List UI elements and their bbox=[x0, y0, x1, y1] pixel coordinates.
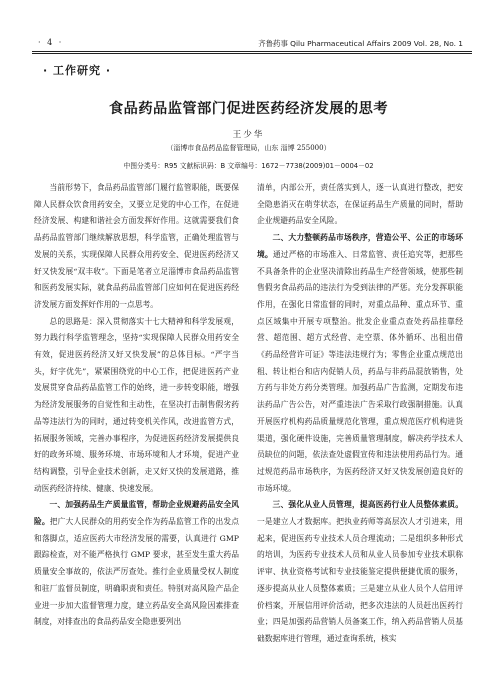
paragraph: 总的思路是：深入贯彻落实十七大精神和科学发展观，努力践行科学监管理念，坚持“实现保障人民群众用药安全有效，促进医药经济又好又快发展”的总体目标。“严字当头，好字优先”，紧紧围绕党的中心工作，把促进医药产业发展贯穿食品药品监管工作的始终，进一步转变职能，增强为经济发展服务的自觉性和主动性，在坚决打击制售假劣药品等违法行为的同时，通过转变机关作风，改进监管方式，拓展服务领域，完善办事程序，为促进医药经济发展提供良好的政务环境、服务环境、市场环境和人才环境，促进产业结构调整，引导企业技术创新，走又好又快的发展道路，推动医药经济持续、健康、快速发展。 bbox=[34, 316, 239, 493]
paragraph-text: 一是建立人才数据库。把执业药师等高层次人才引进来，用起来，促进医药专业技术人员合理流动；二是组织多种形式的培训，为医药专业技术人员和从业人员参加专业技术职称评审、执业资格考试和专业技能鉴定提供便捷优质的服务，逐步提高从业人员整体素质；三是建立从业人员个人信用评价档案，开展信用评价活动，把多次违法的人员赶出医药行业；四是加强药品营销人员备案工作，纳入药品营销人员基础数据库进行管理，通过查询系统，核实 bbox=[257, 517, 463, 643]
paragraph-text: 通过严格的市场准入、日常监管、责任追究等，把那些不具备条件的企业坚决清除出药品生产经营领域，使那些制售假劣食品药品的违法行为受到法律的严惩。充分发挥职能作用，在强化日常监督的同时，对重点品种、重点环节、重点区域集中开展专项整治。批发企业重点查处药品挂靠经营、超范围、超方式经营、走空票、体外循环、出租出借《药品经营许可证》等违法违规行为；零售企业重点规范出租、转让柜台和店内促销人员，药品与非药品混放销售，处方药与非处方药分类管理。加强药品广告监测，定期发布违法药品广告公告，对严重违法广告采取行政强制措施。认真开展医疗机构药品质量规范化管理，重点规范医疗机构进货渠道，强化硬件设施，完善质量管理制度，解决药学技术人员缺位的问题，依法查处虚假宣传和违法使用药品行为。通过规范药品市场秩序，为医药经济又好又快发展创造良好的市场环境。 bbox=[257, 249, 463, 493]
journal-info: 齐鲁药事 Qilu Pharmaceutical Affairs 2009 Vol. 28, No. 1 bbox=[258, 39, 463, 48]
paragraph bbox=[34, 497, 239, 631]
section-heading: 三、强化从业人员管理，提高医药行业人员整体素质。 bbox=[272, 500, 463, 510]
right-column bbox=[257, 180, 463, 648]
header-rule-thin bbox=[32, 53, 472, 54]
author-affiliation: （淄博市食品药品监督管理局，山东 淄博 255000） bbox=[166, 144, 331, 152]
running-header bbox=[0, 38, 497, 50]
left-column bbox=[34, 180, 239, 631]
paragraph bbox=[257, 230, 463, 497]
paragraph bbox=[257, 497, 463, 647]
classification-line: 中图分类号：R95 文献标识码：B 文章编号：1672－7738(2009)01－0004－02 bbox=[123, 162, 374, 170]
section-label: · 工作研究 · bbox=[43, 64, 112, 77]
header-rule bbox=[32, 51, 472, 52]
paragraph: 当前形势下，食品药品监管部门履行监管职能，既要保障人民群众饮食用药安全，又要立足党的中心工作，在促进经济发展、构建和谐社会方面发挥好作用。这就需要我们食品药品监管部门继续解放思想，科学监管，正确处理监管与发展的关系，实现保障人民群众用药安全、促进医药经济又好又快发展“双丰收”。下面是笔者立足淄博市食品药品监管和医药发展实际，就食品药品监管部门应如何在促进医药经济发展方面发挥好作用的一点思考。 bbox=[34, 183, 239, 309]
article-author: 王少华 bbox=[232, 130, 265, 140]
paragraph: 清单，内部公开，责任落实到人，逐一认真进行整改，把安全隐患消灭在萌芽状态，在保证药品生产质量的同时，帮助企业规避药品安全风险。 bbox=[257, 183, 463, 226]
article-title: 食品药品监管部门促进医药经济发展的思考 bbox=[108, 101, 389, 117]
paragraph-text: 把广大人民群众的用药安全作为药品监管工作的出发点和落脚点，适应医药大市经济发展的需要，认真进行 GMP 跟踪检查，对不能严格执行 GMP 要求，甚至发生重大药品质量安全事故的，依法严厉查处。推行企业质量受权人制度和驻厂监督员制度，明确职责和责任。特别对高风险产品企业进一步加大监督管理力度，建立药品安全高风险因素排查制度，对排查出的食品药品安全隐患要列出 bbox=[34, 517, 239, 627]
page-number: · 4 · bbox=[38, 38, 64, 47]
section-heading: 一、加强药品生产质量监管，帮助企业规避药品安全风险。 bbox=[34, 500, 239, 527]
section-heading: 二、大力整顿药品市场秩序，营造公平、公正的市场环境。 bbox=[257, 233, 463, 259]
